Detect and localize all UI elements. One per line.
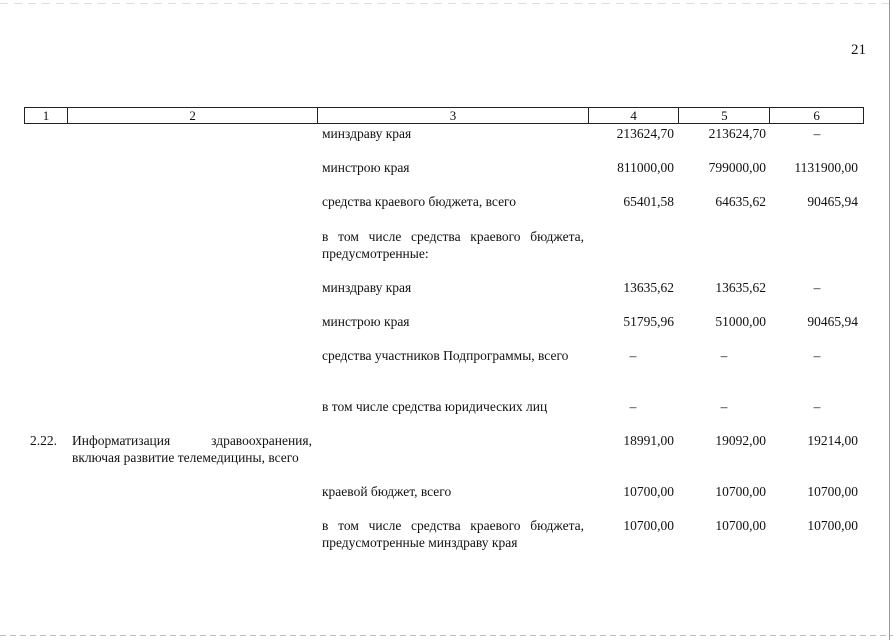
- value-col-6: 90465,94: [807, 194, 858, 209]
- value-col-4: –: [629, 348, 637, 363]
- value-col-4: 10700,00: [623, 484, 674, 499]
- value-col-4: 13635,62: [623, 280, 674, 295]
- header-cell-1: 1: [25, 108, 68, 123]
- value-col-6: 19214,00: [807, 433, 858, 448]
- funding-source: минстрою края: [322, 160, 410, 175]
- value-col-6: –: [813, 126, 821, 141]
- header-cell-4: 4: [589, 108, 680, 123]
- value-col-4: 18991,00: [623, 433, 674, 448]
- value-col-6: –: [813, 280, 821, 295]
- value-col-6: –: [813, 399, 821, 414]
- value-col-6: 10700,00: [807, 484, 858, 499]
- funding-source: средства участников Подпрограммы, всего: [322, 348, 569, 363]
- funding-source: минздраву края: [322, 280, 412, 295]
- value-col-4: 51795,96: [623, 314, 674, 329]
- funding-source: в том числе средства юридических лиц: [322, 399, 548, 414]
- header-cell-5: 5: [679, 108, 770, 123]
- value-col-5: 64635,62: [715, 194, 766, 209]
- scan-edge-top: [0, 3, 893, 4]
- funding-source: в том числе средства краевого бюджета, предусмотренные:: [322, 229, 584, 261]
- funding-source: минстрою края: [322, 314, 410, 329]
- scan-edge-bottom: [0, 635, 893, 636]
- value-col-5: 13635,62: [715, 280, 766, 295]
- value-col-5: 51000,00: [715, 314, 766, 329]
- value-col-6: 10700,00: [807, 518, 858, 533]
- funding-source: минздраву края: [322, 126, 412, 141]
- value-col-5: –: [720, 348, 728, 363]
- value-col-4: 65401,58: [623, 194, 674, 209]
- funding-source: средства краевого бюджета, всего: [322, 194, 517, 209]
- value-col-5: 213624,70: [708, 126, 766, 141]
- value-col-4: –: [629, 399, 637, 414]
- funding-source: краевой бюджет, всего: [322, 484, 452, 499]
- header-cell-3: 3: [318, 108, 588, 123]
- value-col-5: 10700,00: [715, 484, 766, 499]
- table-header-row: [24, 107, 864, 124]
- value-col-5: 799000,00: [708, 160, 766, 175]
- value-col-5: 19092,00: [715, 433, 766, 448]
- scan-edge-right: [889, 0, 890, 640]
- funding-source: в том числе средства краевого бюджета, предусмотренные минздраву края: [322, 518, 584, 550]
- value-col-4: 213624,70: [616, 126, 674, 141]
- item-number: 2.22.: [30, 433, 57, 448]
- value-col-5: –: [720, 399, 728, 414]
- page-number: 21: [851, 42, 866, 58]
- value-col-6: 90465,94: [807, 314, 858, 329]
- value-col-4: 10700,00: [623, 518, 674, 533]
- value-col-6: 1131900,00: [794, 160, 858, 175]
- header-cell-2: 2: [68, 108, 318, 123]
- value-col-4: 811000,00: [617, 160, 674, 175]
- header-cell-6: 6: [813, 108, 820, 123]
- item-name: Информатизация здравоохранения, включая развитие телемедицины, всего: [72, 433, 312, 465]
- value-col-5: 10700,00: [715, 518, 766, 533]
- value-col-6: –: [813, 348, 821, 363]
